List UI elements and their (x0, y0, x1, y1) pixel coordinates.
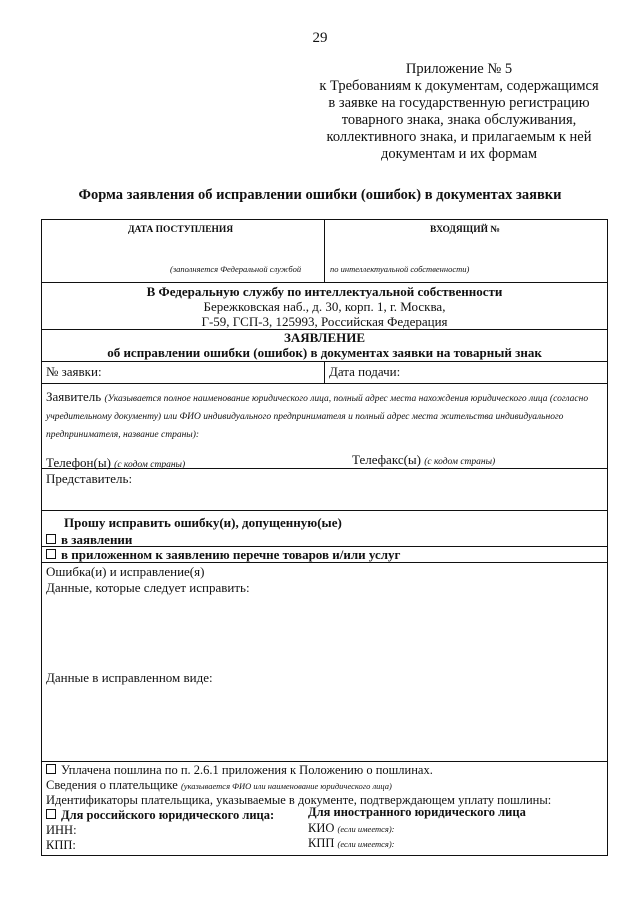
fax-note: (с кодом страны) (424, 457, 496, 467)
option-in-goods-list[interactable] (46, 547, 400, 563)
field-divider (324, 361, 325, 383)
divider (41, 761, 608, 762)
date-received-label: ДАТА ПОСТУПЛЕНИЯ (128, 225, 234, 235)
russian-entity-option[interactable] (46, 808, 274, 823)
fax-label-text: Телефакс(ы) (352, 452, 421, 467)
checkbox[interactable] (46, 764, 56, 774)
appendix-line: в заявке на государственную регистрацию (328, 95, 590, 111)
header-divider (324, 219, 325, 282)
divider (41, 383, 608, 384)
kpp-foreign-note: (если имеется): (337, 839, 395, 849)
applicant-label: Заявитель (46, 389, 102, 404)
addressee-line3: Г-59, ГСП-3, 125993, Российская Федерация (201, 314, 448, 329)
page-number: 29 (312, 30, 328, 46)
russian-entity-label: Для российского юридического лица: (61, 808, 275, 822)
payer-note: (указывается ФИО или наименование юридического лица) (180, 781, 392, 791)
data-to-fix-label: Данные, которые следует исправить: (46, 580, 250, 595)
payer-identifiers: Идентификаторы плательщика, указываемые в документе, подтверждающем уплату пошлины: (46, 793, 552, 807)
statement-subtitle: об исправлении ошибки (ошибок) в документах заявки на товарный знак (107, 345, 542, 360)
representative-label: Представитель: (46, 471, 133, 486)
appendix-header (300, 61, 618, 163)
addressee-line2: Бережковская наб., д. 30, корп. 1, г. Москва, (203, 299, 446, 314)
appendix-line: коллективного знака, и прилагаемым к ней (326, 129, 592, 145)
filled-note-right: по интеллектуальной собственности) (330, 264, 470, 274)
appendix-line: Приложение № 5 (405, 61, 513, 77)
fee-paid-text: Уплачена пошлина по п. 2.6.1 приложения к Положению о пошлинах. (61, 763, 433, 777)
request-title: Прошу исправить ошибку(и), допущенную(ые) (64, 515, 342, 530)
corrected-data-label: Данные в исправленном виде: (46, 670, 213, 685)
option-label: в приложенном к заявлению перечне товаров и/или услуг (61, 547, 401, 562)
option-label: в заявлении (61, 532, 133, 547)
kio-note: (если имеется): (337, 824, 395, 834)
foreign-entity-label: Для иностранного юридического лица (308, 805, 526, 819)
phone-note: (с кодом страны) (114, 460, 186, 470)
kio-label: КИО (308, 821, 335, 835)
appendix-line: документам и их формам (380, 146, 538, 162)
kpp-foreign-label: КПП (308, 836, 335, 850)
form-title: Форма заявления об исправлении ошибки (ошибок) в документах заявки (78, 187, 562, 203)
appendix-line: товарного знака, знака обслуживания, (341, 112, 577, 128)
checkbox[interactable] (46, 809, 56, 819)
applicant-note: (Указывается полное наименование юридического лица, полный адрес места нахождения юридического лица (согласно учредительному документу) или ФИО индивидуального предпринимателя и полный адрес места жительства индивидуального предпринимателя, название страны): (46, 394, 589, 440)
application-number-label: № заявки: (46, 364, 102, 379)
appendix-line: к Требованиям к документам, содержащимся (319, 78, 599, 94)
kio-field (308, 821, 395, 836)
incoming-number-label: ВХОДЯЩИЙ № (430, 225, 500, 235)
checkbox[interactable] (46, 534, 56, 544)
addressee-line1: В Федеральную службу по интеллектуальной собственности (146, 284, 503, 299)
divider (41, 282, 608, 283)
payer-info (46, 778, 392, 793)
divider (41, 562, 608, 563)
payer-label: Сведения о плательщике (46, 778, 178, 792)
checkbox[interactable] (46, 549, 56, 559)
errors-title: Ошибка(и) и исправление(я) (46, 564, 205, 579)
kpp-foreign-field (308, 836, 395, 851)
kpp-label: КПП: (46, 838, 76, 852)
inn-label: ИНН: (46, 823, 77, 837)
fee-paid[interactable] (46, 763, 433, 778)
divider (41, 468, 608, 469)
filing-date-label: Дата подачи: (329, 364, 401, 379)
phone-label-text: Телефон(ы) (46, 455, 111, 470)
statement-title: ЗАЯВЛЕНИЕ (283, 330, 366, 345)
filled-note-left: (заполняется Федеральной службой (170, 264, 302, 274)
fax-label (352, 452, 495, 468)
divider (41, 510, 608, 511)
applicant-block (46, 389, 601, 443)
